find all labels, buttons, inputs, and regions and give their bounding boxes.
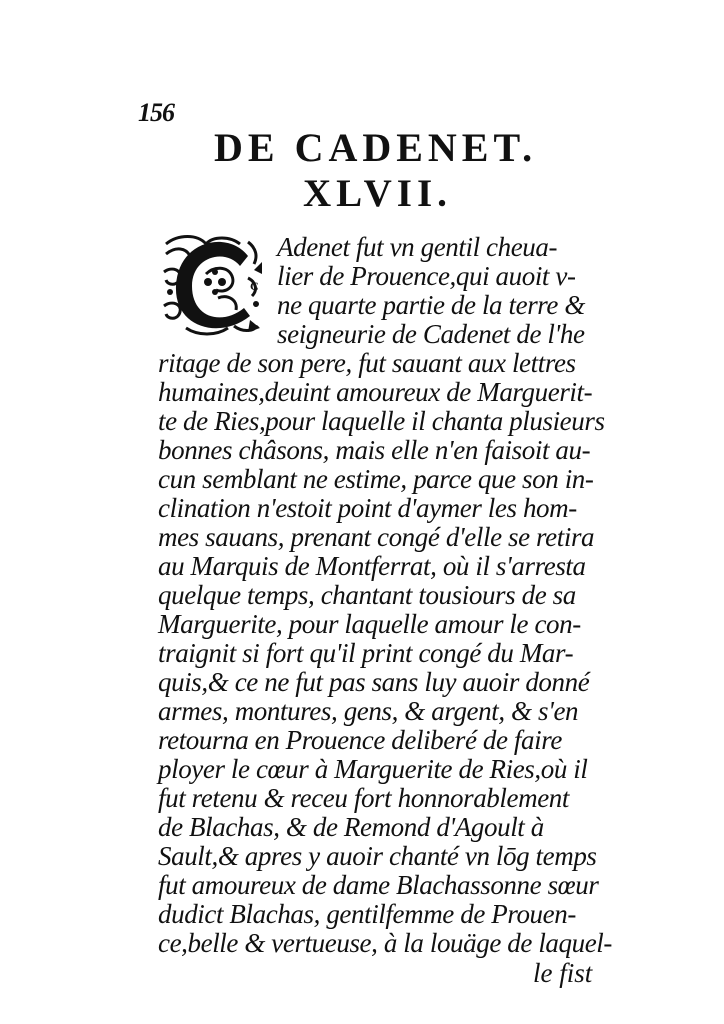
initial-letter: C [250,279,259,293]
text-line: Adenet fut vn gentil cheua- [277,232,558,262]
text-line: au Marquis de Montferrat, où il s'arresta [158,551,586,581]
text-line: fut retenu & receu fort honnorablement [158,783,569,813]
text-line: fut amoureux de dame Blachassonne sœur [158,870,599,900]
text-line: retourna en Prouence deliberé de faire [158,725,562,755]
page-number: 156 [138,98,174,127]
text-line: lier de Prouence,qui auoit v- [277,261,576,291]
text-line: dudict Blachas, gentilfemme de Prouen- [158,899,576,929]
text-line: ritage de son pere, fut sauant aux lettres [158,348,576,378]
text-line: te de Ries,pour laquelle il chanta plusieurs [158,406,605,436]
text-line: humaines,deuint amoureux de Marguerit- [158,377,593,407]
decorated-initial-c [158,232,268,340]
chapter-title: DE CADENET. [214,125,538,170]
text-line: quelque temps, chantant tousiours de sa [158,580,576,610]
text-line: ne quarte partie de la terre & [277,290,585,320]
text-line: de Blachas, & de Remond d'Agoult à [158,812,544,842]
text-line: ployer le cœur à Marguerite de Ries,où il [158,754,588,784]
text-line: cun semblant ne estime, parce que son in- [158,464,594,494]
text-line: bonnes châsons, mais elle n'en faisoit au- [158,435,591,465]
text-line: clination n'estoit point d'aymer les hom- [158,493,577,523]
text-line: Marguerite, pour laquelle amour le con- [158,609,581,639]
chapter-number: XLVII. [303,172,452,215]
text-line: seigneurie de Cadenet de l'he [277,319,585,349]
catchword: le fist [533,958,593,988]
text-line: armes, montures, gens, & argent, & s'en [158,696,579,726]
text-line: mes sauans, prenant congé d'elle se retira [158,522,595,552]
text-line: traignit si fort qu'il print congé du Mar- [158,638,574,668]
text-line: Sault,& apres y auoir chanté vn lōg temps [158,841,597,871]
text-line: quis,& ce ne fut pas sans luy auoir donné [158,667,590,697]
text-line: ce,belle & vertueuse, à la louäge de laquel- [158,928,612,958]
